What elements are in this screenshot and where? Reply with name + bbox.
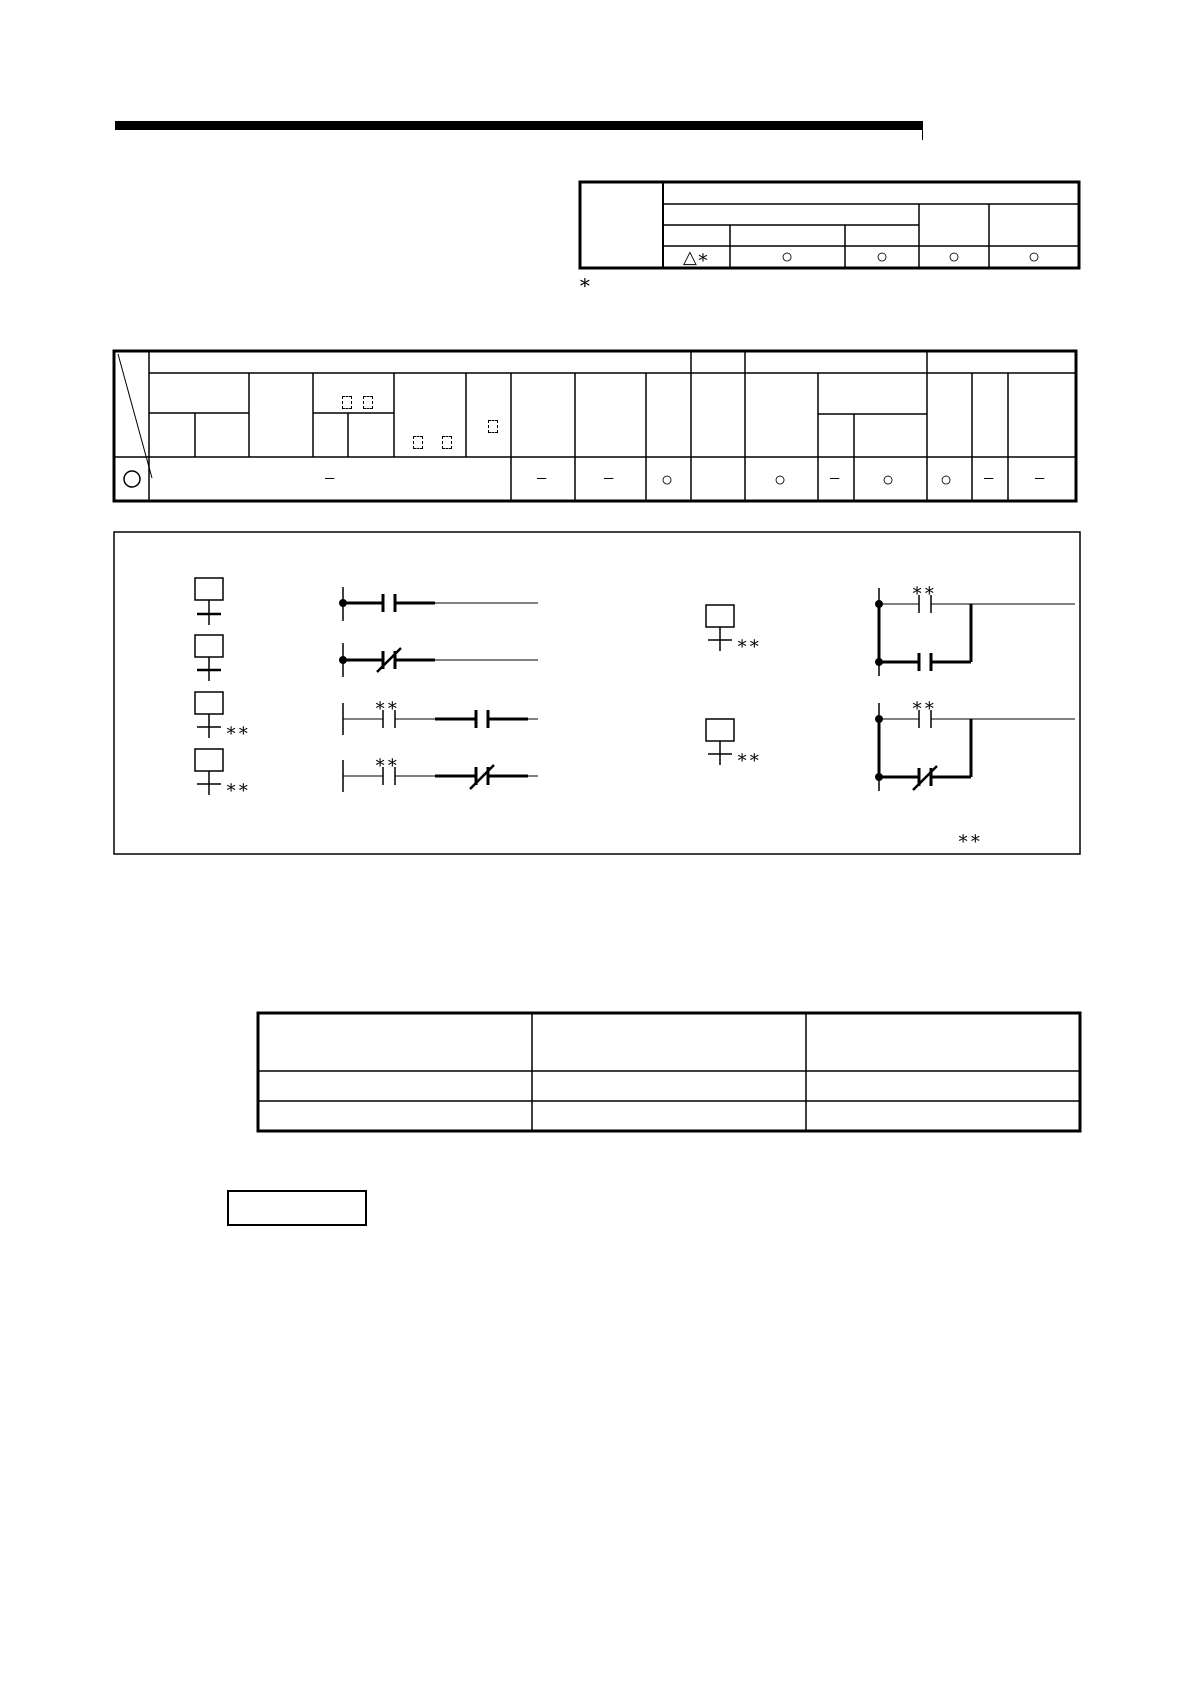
compat-cell-2: ○	[781, 246, 794, 268]
device-value-9: ○	[940, 469, 953, 491]
device-value-8: ○	[882, 469, 895, 491]
step-label-mark: ∗∗	[736, 747, 761, 767]
compat-footnote-mark: ∗	[578, 272, 592, 294]
device-value-3: −	[536, 468, 548, 490]
compat-cell-1: △∗	[683, 247, 710, 267]
contact-label-mark: ∗∗	[911, 695, 936, 715]
compat-cell-3: ○	[876, 246, 889, 268]
device-value-10: −	[983, 468, 995, 490]
legend-mark: ∗∗	[957, 828, 982, 848]
compat-cell-4: ○	[948, 246, 961, 268]
device-value-2: −	[324, 468, 336, 490]
step-label-mark: ∗∗	[225, 777, 250, 797]
device-value-4: −	[603, 468, 615, 490]
step-label-mark: ∗∗	[225, 720, 250, 740]
device-value-7: −	[829, 468, 841, 490]
step-label-mark: ∗∗	[736, 633, 761, 653]
device-value-11: −	[1034, 468, 1046, 490]
contact-label-mark: ∗∗	[374, 695, 399, 715]
device-value-5: ○	[661, 469, 674, 491]
device-value-6: ○	[774, 469, 787, 491]
section-label-box	[227, 1190, 367, 1226]
contact-label-mark: ∗∗	[374, 752, 399, 772]
contact-label-mark: ∗∗	[911, 580, 936, 600]
compat-cell-5: ○	[1028, 246, 1041, 268]
